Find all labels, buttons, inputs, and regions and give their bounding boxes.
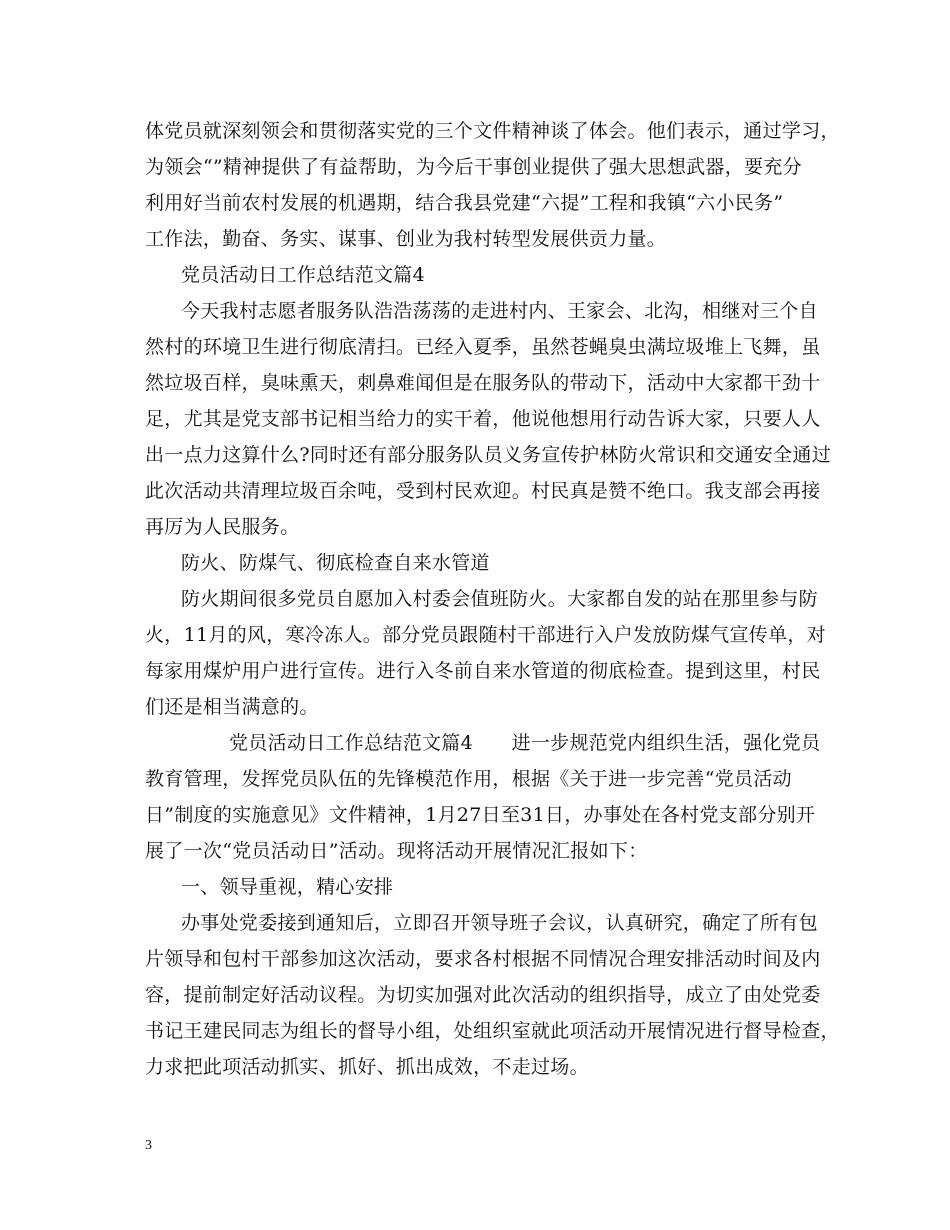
paragraph-first-line: 办事处党委接到通知后，立即召开领导班子会议，认真研究，确定了所有包 (181, 912, 818, 934)
text-line: 出一点力这算什么?同时还有部分服务队员义务宣传护林防火常识和交通安全通过 (145, 444, 831, 466)
text-line: 然村的环境卫生进行彻底清扫。已经入夏季，虽然苍蝇臭虫满垃圾堆上飞舞，虽 (145, 336, 821, 358)
text-line: 片领导和包村干部参加这次活动，要求各村根据不同情况合理安排活动时间及内 (145, 948, 821, 970)
text-line: 此次活动共清理垃圾百余吨，受到村民欢迎。村民真是赞不绝口。我支部会再接 (145, 480, 821, 502)
text-line: 教育管理，发挥党员队伍的先锋模范作用，根据《关于进一步完善“党员活动 (145, 768, 792, 790)
text-line: 日”制度的实施意见》文件精神，1月27日至31日，办事处在各村党支部分别开 (145, 804, 816, 826)
section-heading: 防火、防煤气、彻底检查自来水管道 (181, 552, 490, 574)
text-line: 展了一次“党员活动日”活动。现将活动开展情况汇报如下： (145, 840, 648, 862)
section-heading-with-text: 党员活动日工作总结范文篇4 进一步规范党内组织生活，强化党员 (229, 732, 821, 754)
text-line: 工作法，勤奋、务实、谋事、创业为我村转型发展供贡力量。 (145, 228, 667, 250)
text-line: 利用好当前农村发展的机遇期，结合我县党建“六提”工程和我镇“六小民务” (145, 192, 784, 214)
section-heading: 党员活动日工作总结范文篇4 (181, 264, 425, 286)
paragraph-first-line: 防火期间很多党员自愿加入村委会值班防火。大家都自发的站在那里参与防 (181, 588, 818, 610)
text-line: 火，11月的风，寒冷冻人。部分党员跟随村干部进行入户发放防煤气宣传单，对 (145, 624, 826, 646)
text-line: 容，提前制定好活动议程。为切实加强对此次活动的组织指导，成立了由处党委 (145, 984, 821, 1006)
text-line: 为领会“”精神提供了有益帮助，为今后干事创业提供了强大思想武器，要充分 (145, 156, 802, 178)
text-line: 体党员就深刻领会和贯彻落实党的三个文件精神谈了体会。他们表示，通过学习， (145, 120, 840, 142)
paragraph-first-line: 今天我村志愿者服务队浩浩荡荡的走进村内、王家会、北沟，相继对三个自 (181, 300, 818, 322)
text-line: 每家用煤炉用户进行宣传。进行入冬前自来水管道的彻底检查。提到这里，村民 (145, 660, 821, 682)
text-line: 书记王建民同志为组长的督导小组，处组织室就此项活动开展情况进行督导检查， (145, 1020, 840, 1042)
text-line: 们还是相当满意的。 (145, 696, 319, 718)
section-heading: 一、领导重视，精心安排 (181, 876, 394, 898)
text-line: 然垃圾百样，臭味熏天，刺鼻难闻但是在服务队的带动下，活动中大家都干劲十 (145, 372, 821, 394)
page-number: 3 (145, 1138, 152, 1153)
text-line: 力求把此项活动抓实、抓好、抓出成效，不走过场。 (145, 1056, 589, 1078)
text-line: 再厉为人民服务。 (145, 516, 300, 538)
text-line: 足，尤其是党支部书记相当给力的实干着，他说他想用行动告诉大家，只要人人 (145, 408, 821, 430)
